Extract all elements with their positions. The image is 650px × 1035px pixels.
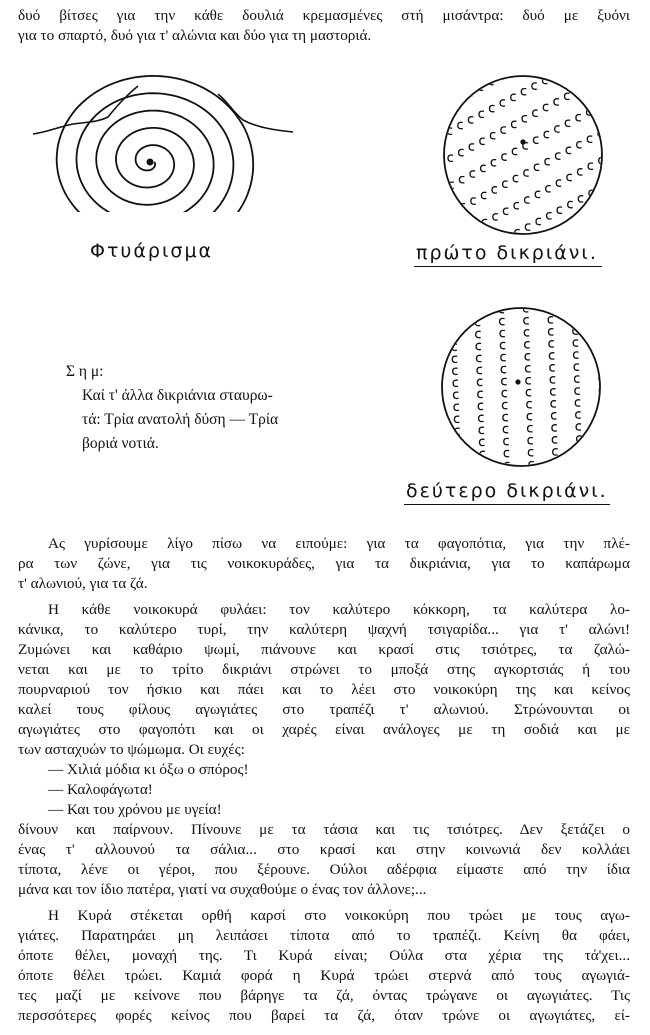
text-line: Ας γυρίσουμε λίγο πίσω να ειπούμε: για τα φαγοπότια, για την πλέ- [48,535,630,552]
fork-mark [450,209,455,215]
fork-mark [492,187,497,193]
fork-mark [528,438,533,444]
fork-mark [550,365,555,371]
fork-mark [451,308,456,314]
fork-mark [597,315,602,321]
text-line: Η κάθε νοικοκυρά φυλάει: τον καλύτερο κόκκορη, τα καλύτερα λο- [48,601,630,618]
fork-mark [475,307,480,313]
text-line: τ' αλωνιού, για τα ζά. [18,575,148,592]
fork-mark [535,191,540,197]
fork-mark [455,440,460,446]
dialog-line: — Χιλιά μόδια κι όξω ο σπόρος! [48,761,249,778]
fork-mark [548,305,553,311]
fork-mark [501,127,506,133]
fork-mark [502,390,507,396]
fork-mark [454,392,459,398]
fork-mark [503,181,508,187]
fork-mark [504,438,509,444]
fork-mark [533,110,538,116]
fork-mark [598,339,603,345]
fork-mark [448,155,453,161]
fork-mark [480,138,485,144]
fork-mark [549,341,554,347]
fork-mark [525,342,530,348]
fork-mark [504,450,509,456]
fork-mark [602,459,607,465]
text-line: μάνα και τον ίδιο πατέρα, γιατί να συχαθούμε ο ένας τον άλλονε;... [18,881,427,898]
fork-mark [600,423,605,429]
fork-mark [554,473,559,474]
fork-mark [453,368,458,374]
note-heading: Σ η μ: [66,363,104,380]
second-fork-pattern-figure [438,304,608,474]
fork-mark [514,203,519,209]
fork-mark [547,213,552,219]
fork-mark [526,390,531,396]
fork-mark [525,224,530,230]
dialog-line: — Καλοφάγωτα! [48,781,153,798]
fork-mark [572,304,577,310]
fork-mark [458,122,463,128]
fork-mark [600,399,605,405]
figure-caption: δεύτερο δικριάνι. [406,480,608,502]
fork-mark [586,82,591,88]
fork-mark [525,354,530,360]
fork-mark [440,107,441,113]
fork-mark [566,147,571,153]
fork-mark [478,391,483,397]
fork-mark [476,331,481,337]
fork-mark [524,318,529,324]
fork-mark [503,402,508,408]
fork-mark [601,447,606,453]
fork-mark [556,153,561,159]
fork-mark [476,343,481,349]
fork-mark [440,188,443,194]
fork-mark [565,120,570,126]
fork-mark [567,174,572,180]
fork-mark [503,426,508,432]
fork-mark [479,427,484,433]
fork-mark [501,354,506,360]
fork-mark [491,160,496,166]
fork-mark [544,131,549,137]
fork-mark [576,412,581,418]
fork-mark [512,148,517,154]
fork-mark [600,185,605,191]
fork-mark [551,389,556,395]
fork-mark [454,416,459,422]
fork-mark [527,402,532,408]
text-line: αγωγιάτες στο φαγοπότι και οι χαρές είναι ανάλογες με τη σοδιά και με [18,721,630,738]
fork-mark [493,214,498,220]
fork-mark [451,320,456,326]
fork-mark [490,105,495,111]
fork-mark [543,104,548,110]
fork-mark [457,95,462,101]
text-line: τες μαζί με κείνονε που βάρηγε τα ζά, όντας τρώγανε οι αγωγιάτες. Τις [18,987,630,1004]
fork-mark [456,464,461,470]
fork-mark [477,379,482,385]
text-line: ένας τ' αλλουνού τα σάλια... στο κρασί και στην κοινωνιά δεν κολλάει [18,841,630,858]
text-line: δυό βίτσες για την κάθε δουλιά κρεμασμένες στή μισάντρα: δυό με ξυόνι [18,7,630,24]
caption-underline [414,266,602,267]
fork-mark [597,103,602,109]
fork-mark [459,177,464,183]
fork-mark [500,318,505,324]
fork-mark [477,367,482,373]
fork-mark [471,198,476,204]
fork-mark [481,192,486,198]
fork-mark [480,439,485,445]
fork-mark [577,142,582,148]
fork-mark [588,163,593,169]
text-line: Η Κυρά στέκεται ορθή καρσί στο νοικοκύρη που τρώει με τους αγω- [48,907,630,924]
note-line: βοριά νοτιά. [82,435,159,452]
fork-mark [472,225,477,231]
fork-mark [504,235,509,241]
fork-mark [574,364,579,370]
fork-mark [576,424,581,430]
fork-mark [601,435,606,441]
fork-mark [440,161,442,167]
fork-mark [446,101,451,107]
note-line: τά: Τρία ανατολή δύση — Τρία [82,411,279,428]
fork-mark [556,180,561,186]
fork-mark [557,207,562,213]
fork-mark [568,201,573,207]
fork-mark [598,363,603,369]
text-line: των ασταχυών το ψώμωμα. Οι ευχές: [18,741,245,758]
fork-mark [524,170,529,176]
note-line: Καί τ' άλλα δικριάνια σταυρω- [82,387,273,404]
fork-mark [521,89,526,95]
fork-mark [528,426,533,432]
fork-mark [575,376,580,382]
fork-mark [478,403,483,409]
text-line: όποτε θέλει τρώει. Καμιά φορά η Κυρά τρώει στερνά από τους αγωγιά- [18,967,630,984]
fork-mark [574,352,579,358]
fork-mark [500,330,505,336]
figure-caption: Φτυάρισμα [90,240,214,262]
fork-mark [532,83,537,89]
fork-mark [576,115,581,121]
text-line: τίποτα, λένε οι γέροι, που ξέρουνε. Ούλοι αδέρφια είμαστε από την ίδια [18,861,630,878]
fork-mark [609,152,610,158]
fork-mark [453,380,458,386]
text-line: πουρναριού τον ήσκιο και πάει και το λέει στο νοικοκύρη της και κείνος [18,681,630,698]
fork-mark [479,415,484,421]
fork-mark [512,121,517,127]
fork-mark [578,472,583,474]
fork-mark [522,116,527,122]
fork-mark [454,404,459,410]
fork-mark [548,317,553,323]
fork-mark [503,414,508,420]
fork-mark [598,351,603,357]
fork-mark [502,378,507,384]
fork-mark [452,356,457,362]
text-line: για το σπαρτό, δυό για τ' αλώνια και δύο για τη μαστοριά. [18,27,372,44]
fork-mark [451,332,456,338]
fork-mark [500,100,505,106]
text-line: ρα των ζώνε, για τις νοικοκυράδες, για τα δικριάνια, για το καπάρωμα [18,555,630,572]
fork-mark [577,460,582,466]
fork-mark [587,136,592,142]
text-line: Ζυμώνει και καθάριο ψωμί, πιάνουνε και κρασί στις τσιότρες, τα ζαλώ- [18,641,630,658]
fork-mark [578,169,583,175]
fork-mark [527,414,532,420]
text-line: καλεί τους φίλους αγωγιάτες στο τραπέζι τ' αλωνιού. Στρώνουνται οι [18,701,630,718]
fork-mark [602,471,607,474]
fork-mark [459,149,464,155]
fork-mark [503,208,508,214]
fork-mark [490,133,495,139]
fork-mark [552,437,557,443]
fork-mark [469,144,474,150]
fork-mark [524,330,529,336]
fork-mark [534,137,539,143]
fork-mark [511,94,516,100]
fork-mark [597,327,602,333]
fork-mark [553,461,558,467]
fork-mark [565,93,570,99]
fork-mark [554,99,559,105]
caption-underline [404,504,610,505]
text-line: περσσότερες φορές κείνος που βαρεί τα ζά, όταν τρώνε οι αγωγιάτες, εί- [18,1007,630,1024]
fork-mark [596,304,601,310]
fork-mark [577,448,582,454]
fork-mark [575,87,580,93]
fork-mark [578,196,583,202]
fork-mark [513,175,518,181]
fork-mark [550,377,555,383]
fork-mark [555,126,560,132]
fork-mark [536,218,541,224]
fork-mark [575,400,580,406]
fork-mark [529,474,534,475]
fork-mark [440,134,442,140]
spiral-threshing-figure [28,72,298,212]
fork-mark [600,411,605,417]
fork-mark [552,413,557,419]
fork-mark [481,165,486,171]
fork-mark [525,197,530,203]
fork-mark [553,449,558,455]
text-line: όποτε θέλει, μοναχή της. Τι Κυρά είναι; Ούλα στα χέρια της τά'χει... [18,947,630,964]
text-line: νεται και με το τρίτο δικριάνι στρώνει το μποξά στης αγκορτσιάς ή του [18,661,630,678]
text-line: κάνικα, το καλύτερο τυρί, την καλύτερη ψαχνή τσιγαρίδα... για τ' αλώνι! [18,621,630,638]
fork-mark [461,231,466,237]
fork-mark [552,425,557,431]
fork-mark [468,117,473,123]
fork-mark [546,186,551,192]
fork-mark [502,154,507,160]
fork-mark [609,125,611,131]
dialog-line: — Και του χρόνου με υγεία! [48,801,222,818]
fork-mark [480,463,485,469]
text-line: γιάτες. Παρατηράει μη λειπάσει τίποτα από το τραπέζι. Κείνη θα φάει, [18,927,630,944]
fork-mark [500,342,505,348]
fork-mark [551,401,556,407]
fork-mark [456,452,461,458]
fork-mark [501,366,506,372]
fork-mark [477,355,482,361]
text-line: δίνουν και παίρνουν. Πίνουνε με τα τάσια και τις τσιότρες. Δεν ξετάζει ο [18,821,630,838]
fork-mark [575,388,580,394]
fork-mark [553,72,558,78]
fork-mark [573,340,578,346]
fork-mark [549,353,554,359]
fork-mark [515,230,520,236]
fork-mark [534,164,539,170]
fork-mark [545,159,550,165]
fork-mark [510,72,515,74]
fork-mark [526,378,531,384]
fork-mark [526,366,531,372]
fork-mark [479,111,484,117]
figure-caption: πρώτο δικριάνι. [416,242,598,264]
fork-mark [549,329,554,335]
fork-mark [470,171,475,177]
first-fork-pattern-figure [440,72,610,242]
fork-mark [528,450,533,456]
fork-mark [572,316,577,322]
